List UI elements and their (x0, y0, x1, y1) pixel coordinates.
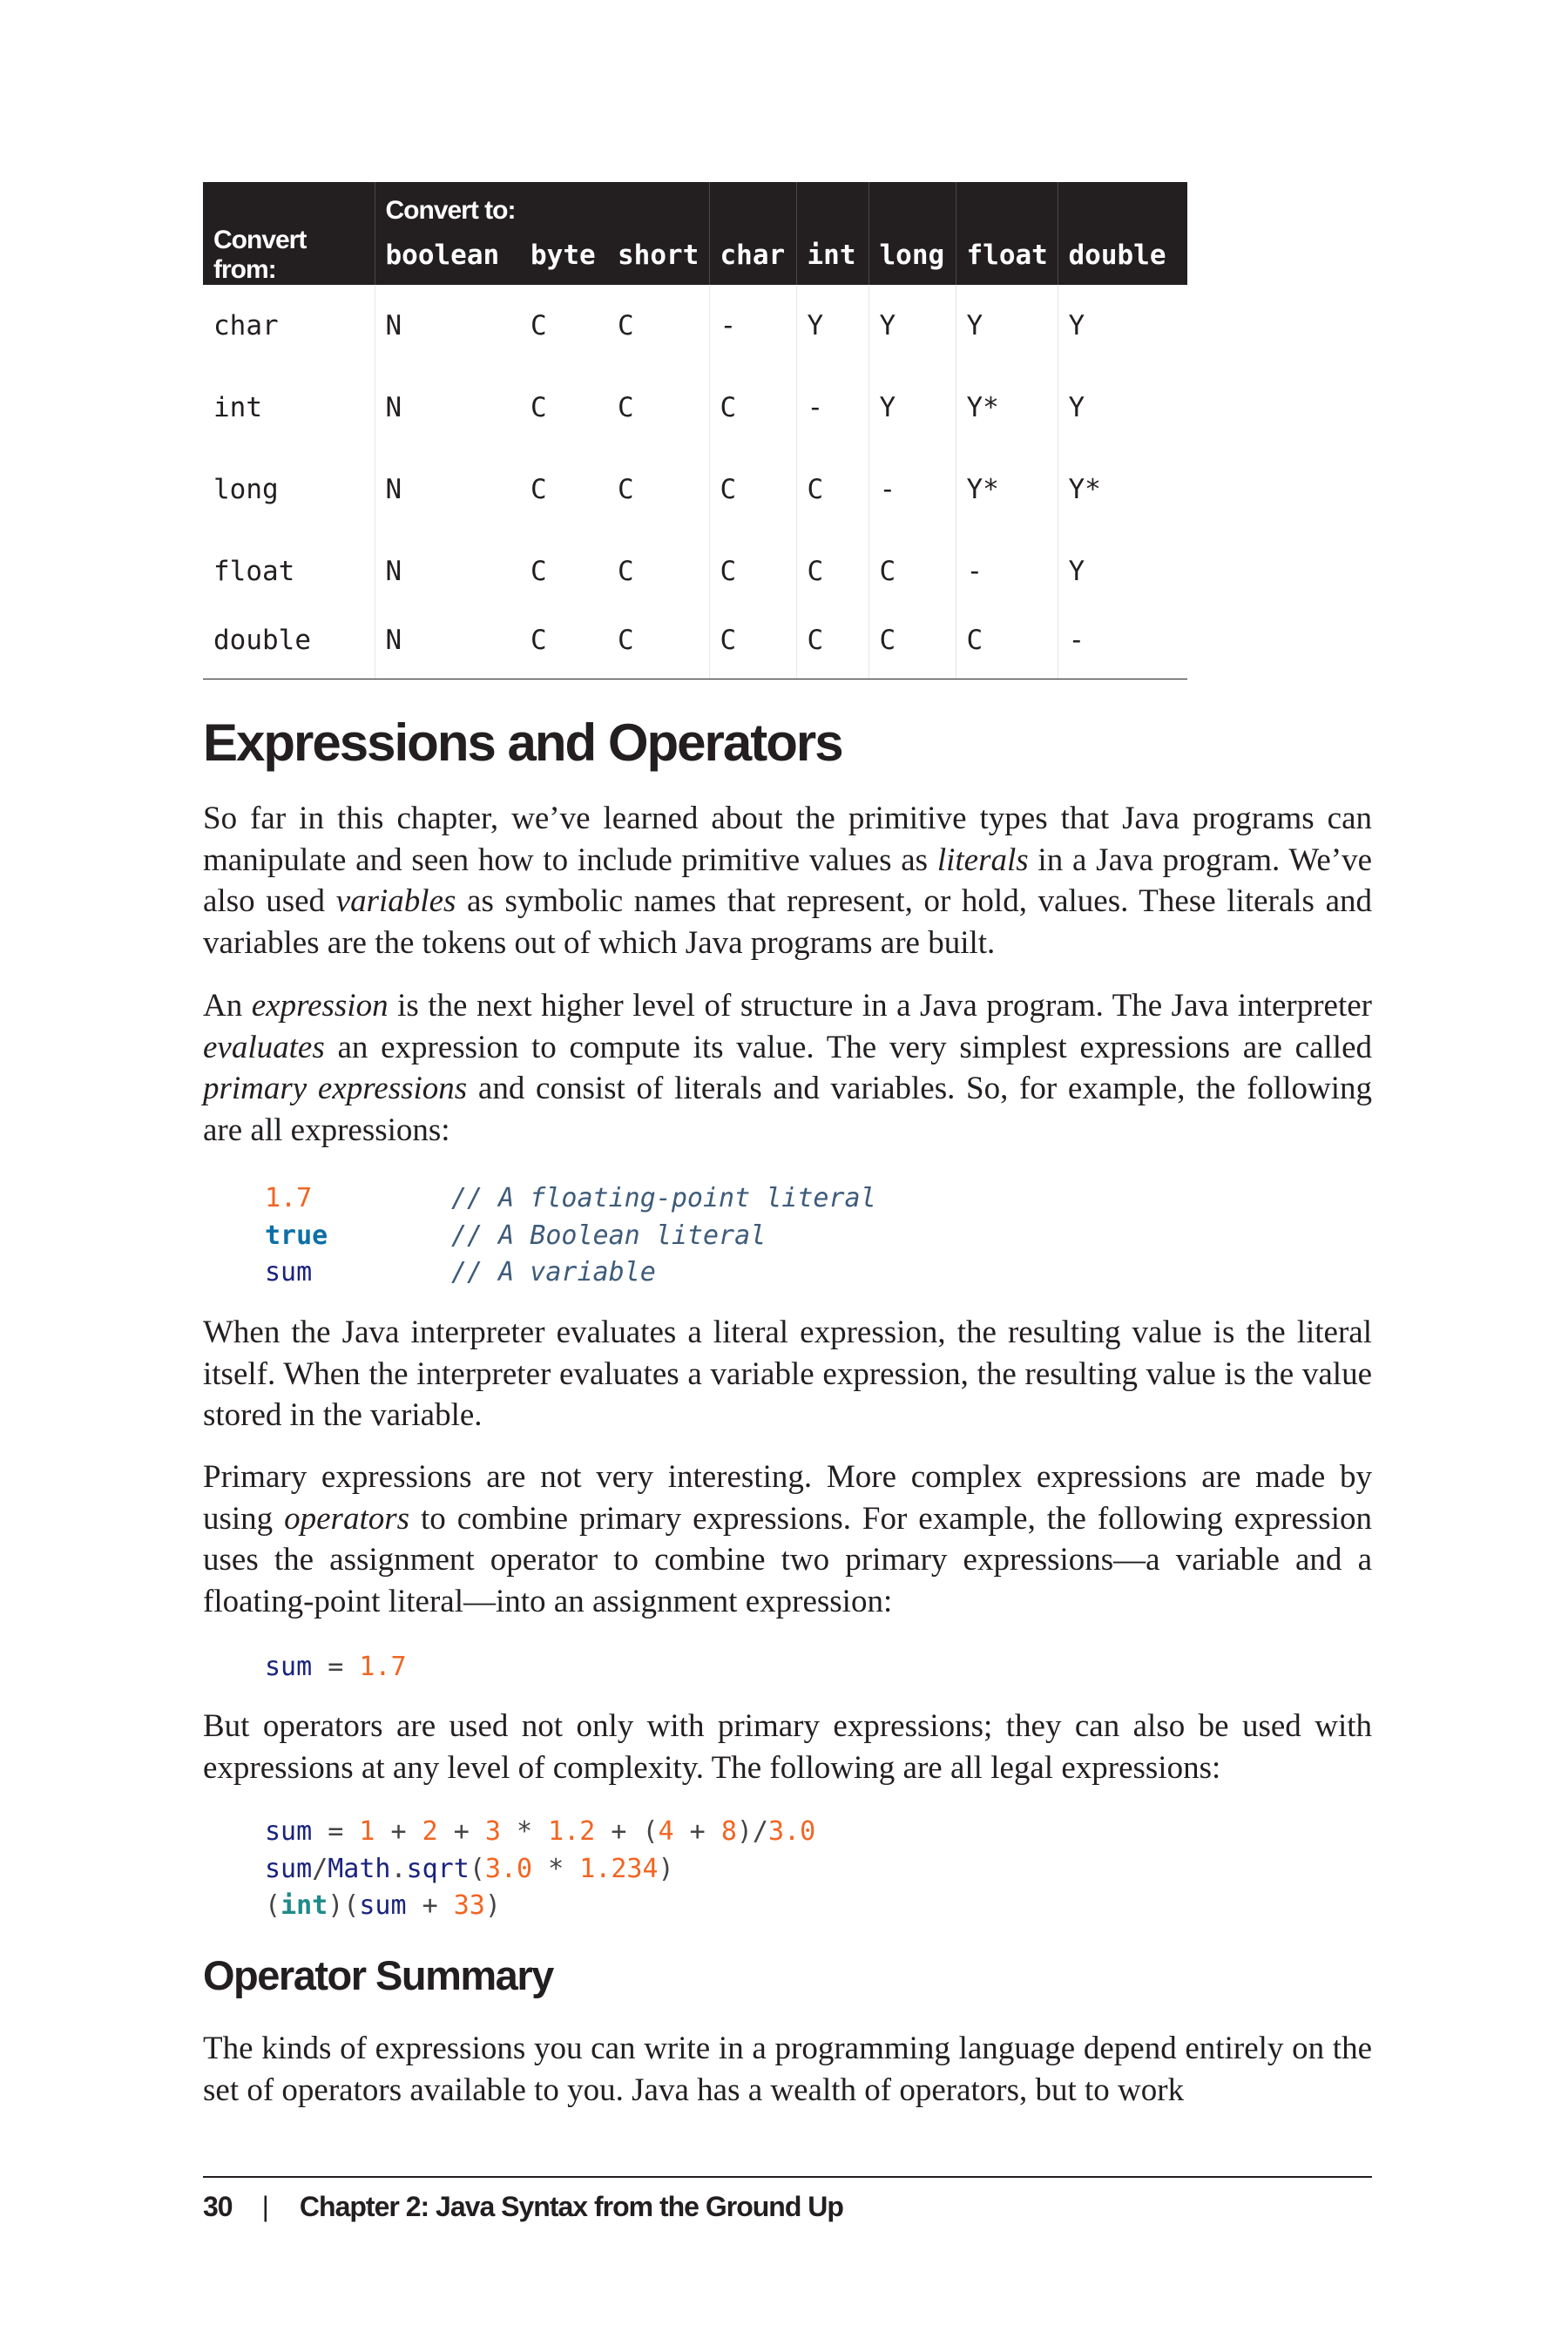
row-type-label: long (213, 474, 279, 505)
text-run: as symbolic names that represent, or hold, values. These literals and variables are the tokens out of which Java programs are built. (203, 883, 1372, 961)
table-cell: C (709, 449, 796, 531)
code-operator: = (312, 1816, 360, 1847)
table-cell: C (531, 474, 547, 505)
table-cell: N (375, 449, 520, 531)
paragraph-evaluation: When the Java interpreter evaluates a literal expression, the resulting value is the literal itself. When the interpreter evaluates a variable expression, the resulting value is the value stored in the variable. (203, 1315, 1372, 1433)
column-header: byte (520, 226, 607, 285)
table-cell: C (709, 531, 796, 612)
row-type-label: float (213, 556, 295, 587)
paragraph-expression (203, 985, 1372, 1151)
code-line (265, 1851, 815, 1889)
code-line (265, 1814, 815, 1851)
table-cell: Y (1058, 531, 1187, 612)
code-operator: = (312, 1652, 360, 1682)
code-variable: sum (265, 1853, 313, 1884)
row-type-label: int (213, 392, 262, 423)
code-line (265, 1888, 815, 1925)
code-operator: * (532, 1853, 580, 1884)
header-spacer (1058, 182, 1187, 226)
code-operator: + (375, 1816, 422, 1847)
table-cell: Y (956, 285, 1058, 367)
table-cell: Y (868, 367, 956, 449)
table-cell: C (531, 392, 547, 423)
table-row (203, 449, 1187, 531)
table-row (203, 285, 1187, 367)
code-operator: + (406, 1890, 454, 1921)
header-spacer (709, 182, 796, 226)
code-comment: // A floating-point literal (451, 1183, 876, 1213)
table-cell: C (531, 310, 547, 341)
paragraph-operator-summary: The kinds of expressions you can write in a programming language depend entirely on the set of operators available to you. Java has a wealth of operators, but to work (203, 2031, 1372, 2108)
text-run: in a Java program. We’ve also used (203, 841, 1372, 919)
footer-divider (203, 2176, 1372, 2178)
paragraph-operators (203, 1456, 1372, 1622)
table-row (203, 531, 1187, 612)
column-header: short (607, 226, 709, 285)
code-operator: + (437, 1816, 485, 1847)
code-literal: 1.2 (548, 1816, 596, 1847)
table-cell: - (709, 285, 796, 367)
section-heading: Expressions and Operators (203, 713, 842, 772)
subsection-heading: Operator Summary (203, 1952, 553, 1998)
column-header: int (796, 226, 868, 285)
table-cell: C (618, 392, 634, 423)
emphasis-expression: expression (251, 988, 389, 1024)
table-cell: N (375, 612, 520, 679)
table-cell: C (531, 556, 547, 587)
table-cell: - (956, 531, 1058, 612)
table-cell: Y* (956, 367, 1058, 449)
page-footer (203, 2191, 843, 2223)
code-literal: 1.7 (359, 1652, 407, 1682)
code-operator: ) (484, 1890, 501, 1921)
code-literal: 1.7 (265, 1183, 313, 1213)
code-literal: 1.234 (579, 1853, 659, 1884)
code-line (265, 1218, 876, 1255)
header-spacer (796, 182, 868, 226)
code-operator: + ( (595, 1816, 659, 1847)
code-literal: 8 (720, 1816, 737, 1847)
table-cell: N (375, 367, 520, 449)
table-cell: C (709, 367, 796, 449)
table-cell: C (868, 531, 956, 612)
code-literal: 4 (658, 1816, 674, 1847)
code-literal: 3.0 (768, 1816, 816, 1847)
table-cell: C (868, 612, 956, 679)
code-variable: sum (265, 1652, 313, 1682)
footer-separator: | (261, 2191, 268, 2222)
type-conversion-table (203, 182, 1187, 679)
code-operator: ( (265, 1890, 281, 1921)
code-literal: 33 (453, 1890, 485, 1921)
page-number: 30 (203, 2191, 233, 2222)
table-cell: C (796, 449, 868, 531)
row-type-label: double (203, 612, 375, 679)
code-block-assignment (265, 1649, 407, 1686)
table-cell: Y (796, 285, 868, 367)
table-cell: Y* (956, 449, 1058, 531)
table-cell: Y* (1058, 449, 1187, 531)
column-header: boolean (375, 226, 520, 285)
code-variable: sum (359, 1890, 407, 1921)
text-run: An (203, 988, 252, 1024)
table-cell: C (607, 612, 709, 679)
emphasis-evaluates: evaluates (203, 1029, 325, 1065)
table-cell: C (796, 612, 868, 679)
table-cell: Y (868, 285, 956, 367)
code-line (265, 1649, 407, 1686)
code-operator: . (390, 1853, 407, 1884)
code-keyword: int (280, 1890, 328, 1921)
paragraph-complexity: But operators are used not only with primary expressions; they can also be used with expressions at any level of complexity. The following are all legal expressions: (203, 1708, 1372, 1786)
table-cell: Y (1058, 367, 1187, 449)
code-method-name: sqrt (406, 1853, 470, 1884)
code-literal: 3.0 (484, 1853, 533, 1884)
code-operator: ( (469, 1853, 485, 1884)
emphasis-variables: variables (335, 883, 456, 919)
table-cell: C (618, 310, 634, 341)
table-cell: C (709, 612, 796, 679)
chapter-title: Chapter 2: Java Syntax from the Ground Up (299, 2191, 843, 2222)
code-operator: ) (658, 1853, 674, 1884)
convert-from-label: Convert from: (203, 226, 375, 285)
table-corner-cell (203, 182, 375, 226)
code-variable: sum (265, 1257, 313, 1288)
table-cell: C (796, 531, 868, 612)
table-cell: C (618, 474, 634, 505)
column-header: double (1058, 226, 1187, 285)
code-block-legal-expressions (265, 1814, 815, 1925)
code-operator: / (312, 1853, 328, 1884)
code-comment: // A variable (451, 1257, 656, 1288)
row-type-label: char (213, 310, 279, 341)
table-cell: N (375, 531, 520, 612)
code-operator: )/ (736, 1816, 768, 1847)
code-block-primary-expressions (265, 1180, 876, 1292)
emphasis-operators: operators (284, 1500, 410, 1537)
code-operator: + (673, 1816, 721, 1847)
column-header: char (709, 226, 796, 285)
code-line (265, 1180, 876, 1218)
code-literal: 1 (359, 1816, 375, 1847)
code-class-name: Math (328, 1853, 391, 1884)
text-run: to combine primary expressions. For example, the following expression uses the assignment operator to combine two primary expressions—a variable and a floating-point literal—into an assignment expression: (203, 1500, 1372, 1619)
table-cell: C (520, 612, 607, 679)
code-literal: 3 (484, 1816, 501, 1847)
table-cell: N (375, 285, 520, 367)
emphasis-primary-expressions: primary expressions (203, 1071, 468, 1106)
code-operator: )( (328, 1890, 360, 1921)
column-header: float (956, 226, 1058, 285)
table-row (203, 612, 1187, 679)
text-run: and consist of literals and variables. So, for example, the following are all expressions: (203, 1071, 1372, 1148)
header-spacer (956, 182, 1058, 226)
table-cell: Y (1058, 285, 1187, 367)
text-run: Primary expressions are not very interesting. More complex expressions are made by using (203, 1459, 1372, 1537)
table-cell: - (796, 367, 868, 449)
table-cell: C (956, 612, 1058, 679)
code-comment: // A Boolean literal (451, 1220, 767, 1251)
text-run: is the next higher level of structure in a Java program. The Java interpreter (388, 988, 1372, 1024)
emphasis-literals: literals (936, 841, 1029, 878)
text-run: So far in this chapter, we’ve learned about the primitive types that Java programs can manipulate and seen how to include primitive values as (203, 801, 1372, 878)
table-cell: - (868, 449, 956, 531)
code-line (265, 1254, 876, 1292)
code-keyword: true (265, 1220, 328, 1251)
code-literal: 2 (422, 1816, 438, 1847)
paragraph-intro (203, 798, 1372, 963)
code-operator: * (500, 1816, 549, 1847)
header-spacer (868, 182, 956, 226)
table-cell: - (1058, 612, 1187, 679)
table-cell: C (618, 556, 634, 587)
text-run: an expression to compute its value. The very simplest expressions are called (324, 1029, 1372, 1065)
column-header: long (868, 226, 956, 285)
convert-to-label: Convert to: (375, 182, 709, 226)
code-variable: sum (265, 1816, 313, 1847)
table-row (203, 367, 1187, 449)
